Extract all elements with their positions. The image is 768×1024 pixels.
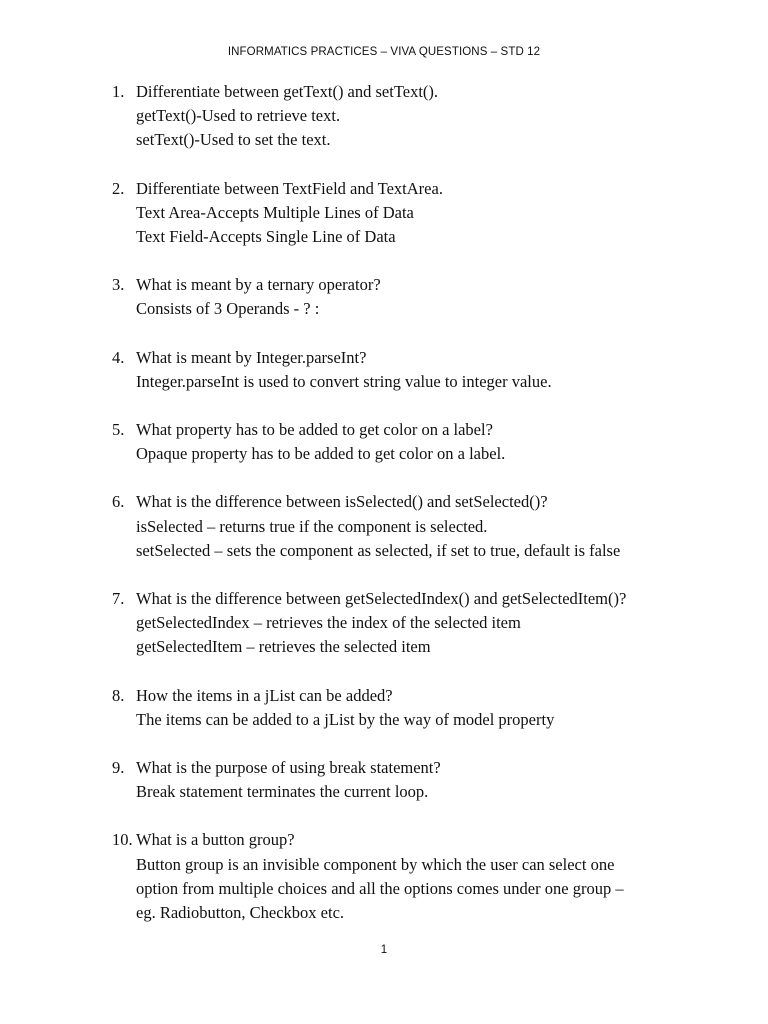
- answer-line: setSelected – sets the component as selected, if set to true, default is false: [136, 540, 621, 560]
- answer-line: Integer.parseInt is used to convert string value to integer value.: [136, 371, 552, 391]
- question-text: What is the difference between getSelectedIndex() and getSelectedItem()?: [136, 589, 627, 609]
- question-text: What is meant by Integer.parseInt?: [136, 347, 367, 367]
- answer-line: getText()-Used to retrieve text.: [136, 106, 341, 126]
- question-number: 8.: [112, 685, 125, 705]
- answer-line: Button group is an invisible component by which the user can select one: [136, 854, 615, 874]
- question-number: 3.: [112, 275, 125, 295]
- answer-line: getSelectedIndex – retrieves the index of the selected item: [136, 613, 521, 633]
- question-number: 1.: [112, 82, 125, 101]
- question-item-1: [112, 80, 732, 153]
- question-number: 5.: [112, 420, 125, 440]
- answer-line: setText()-Used to set the text.: [136, 130, 331, 150]
- question-number: 7.: [112, 589, 125, 609]
- answer-line: option from multiple choices and all the options comes under one group –: [136, 878, 624, 898]
- question-number: 9.: [112, 758, 125, 778]
- question-item-5: [112, 418, 732, 466]
- answer-line: The items can be added to a jList by the way of model property: [136, 709, 555, 729]
- question-number: 2.: [112, 178, 125, 198]
- question-number: 10.: [112, 830, 133, 850]
- answer-line: eg. Radiobutton, Checkbox etc.: [136, 903, 345, 923]
- question-item-6: [112, 490, 732, 563]
- answer-line: Text Area-Accepts Multiple Lines of Data: [136, 202, 414, 222]
- question-text: Differentiate between TextField and TextArea.: [136, 178, 443, 198]
- question-item-8: [112, 684, 732, 732]
- question-text: How the items in a jList can be added?: [136, 685, 393, 705]
- page-number: 1: [380, 944, 388, 956]
- page-header-title: INFORMATICS PRACTICES – VIVA QUESTIONS – STD 12: [227, 46, 541, 58]
- question-text: What property has to be added to get color on a label?: [136, 420, 493, 440]
- answer-line: Break statement terminates the current loop.: [136, 782, 429, 802]
- question-text: What is the difference between isSelected() and setSelected()?: [136, 492, 548, 512]
- question-item-10: [112, 828, 732, 925]
- answer-line: getSelectedItem – retrieves the selected item: [136, 637, 431, 657]
- question-item-7: [112, 587, 732, 660]
- answer-line: Opaque property has to be added to get color on a label.: [136, 444, 506, 464]
- question-item-9: [112, 756, 732, 804]
- question-number: 4.: [112, 347, 125, 367]
- question-item-3: [112, 273, 732, 321]
- question-item-4: [112, 346, 732, 394]
- question-text: What is meant by a ternary operator?: [136, 275, 381, 295]
- answer-line: isSelected – returns true if the component is selected.: [136, 516, 488, 536]
- question-text: What is a button group?: [136, 830, 295, 850]
- question-number: 6.: [112, 492, 125, 512]
- question-item-2: [112, 177, 732, 250]
- answer-line: Text Field-Accepts Single Line of Data: [136, 227, 396, 247]
- question-text: What is the purpose of using break statement?: [136, 758, 441, 778]
- question-text: Differentiate between getText() and setText().: [136, 82, 439, 101]
- answer-line: Consists of 3 Operands - ? :: [136, 299, 320, 319]
- question-list: [112, 80, 732, 949]
